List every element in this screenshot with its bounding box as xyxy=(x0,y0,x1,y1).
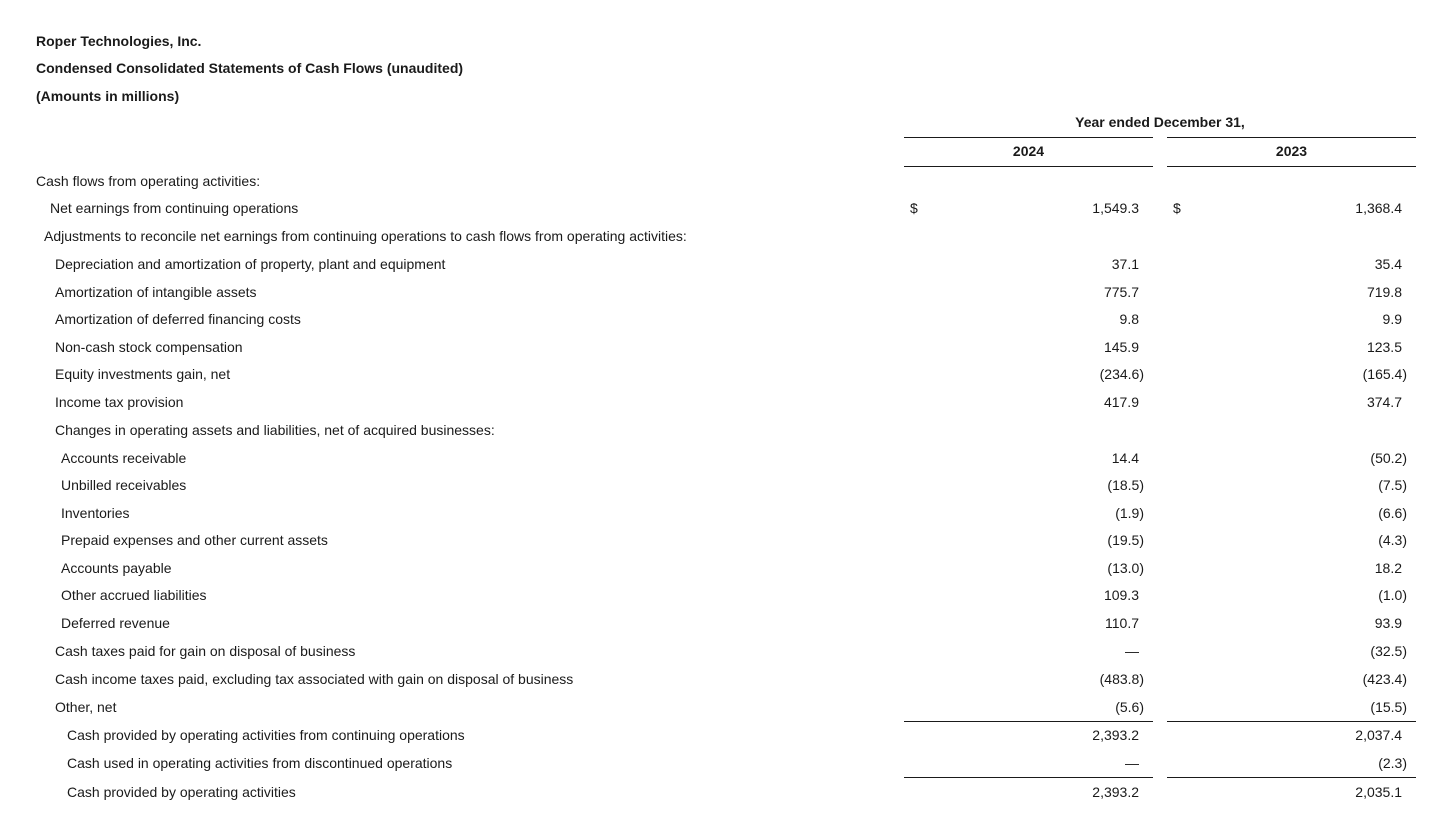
value-2024: — xyxy=(1125,755,1139,771)
row-label: Cash income taxes paid, excluding tax associated with gain on disposal of business xyxy=(55,671,574,687)
year-header-2024: 2024 xyxy=(1012,143,1045,159)
value-2023: 719.8 xyxy=(1366,284,1402,300)
table-row xyxy=(0,671,1456,691)
table-row xyxy=(0,422,1456,442)
row-label: Equity investments gain, net xyxy=(55,366,231,382)
value-2024: 110.7 xyxy=(1105,615,1139,631)
row-label: Accounts receivable xyxy=(61,450,187,466)
value-2023: 93.9 xyxy=(1374,615,1402,631)
row-label: Changes in operating assets and liabilities, net of acquired businesses: xyxy=(55,422,495,438)
value-2023: (32.5) xyxy=(1370,643,1407,659)
statement-title: Condensed Consolidated Statements of Cash Flows (unaudited) xyxy=(36,60,464,76)
row-label: Cash used in operating activities from discontinued operations xyxy=(67,755,453,771)
value-2023: (423.4) xyxy=(1362,671,1407,687)
table-row xyxy=(0,755,1456,775)
row-label: Cash flows from operating activities: xyxy=(36,173,261,189)
value-2023: (165.4) xyxy=(1362,366,1407,382)
subtotal-rule-2023 xyxy=(1167,721,1416,722)
year-header-2023: 2023 xyxy=(1275,143,1308,159)
table-row xyxy=(0,311,1456,331)
row-label: Unbilled receivables xyxy=(61,477,187,493)
table-row xyxy=(0,587,1456,607)
value-2024: (19.5) xyxy=(1107,532,1144,548)
value-2024: (1.9) xyxy=(1115,505,1144,521)
value-2024: (483.8) xyxy=(1099,671,1144,687)
period-header: Year ended December 31, xyxy=(1075,114,1245,130)
value-2024: 1,549.3 xyxy=(1092,200,1139,216)
units-note: (Amounts in millions) xyxy=(36,88,180,104)
value-2023: 374.7 xyxy=(1366,394,1402,410)
value-2023: (2.3) xyxy=(1378,755,1407,771)
year-rule-2023 xyxy=(1167,166,1416,167)
value-2024: 37.1 xyxy=(1111,256,1139,272)
value-2024: 9.8 xyxy=(1119,311,1139,327)
table-row xyxy=(0,615,1456,635)
value-2023: 123.5 xyxy=(1366,339,1402,355)
table-row xyxy=(0,560,1456,580)
value-2024: 417.9 xyxy=(1103,394,1139,410)
value-2023: (6.6) xyxy=(1378,505,1407,521)
total-rule-2024 xyxy=(904,777,1153,778)
table-row xyxy=(0,643,1456,663)
value-2024: (13.0) xyxy=(1107,560,1144,576)
subtotal-rule-2024 xyxy=(904,721,1153,722)
row-label: Cash provided by operating activities from continuing operations xyxy=(67,727,465,743)
value-2023: (1.0) xyxy=(1378,587,1407,603)
table-row xyxy=(0,284,1456,304)
table-row xyxy=(0,339,1456,359)
row-label: Inventories xyxy=(61,505,130,521)
table-row xyxy=(0,505,1456,525)
row-label: Depreciation and amortization of property, plant and equipment xyxy=(55,256,446,272)
table-row xyxy=(0,784,1456,804)
period-rule-2023 xyxy=(1167,137,1416,138)
total-rule-2023 xyxy=(1167,777,1416,778)
value-2024: 775.7 xyxy=(1103,284,1139,300)
table-row xyxy=(0,727,1456,747)
value-2024: 2,393.2 xyxy=(1092,727,1139,743)
value-2023: (15.5) xyxy=(1370,699,1407,715)
table-row xyxy=(0,256,1456,276)
row-label: Net earnings from continuing operations xyxy=(50,200,299,216)
table-row xyxy=(0,366,1456,386)
value-2023: 9.9 xyxy=(1382,311,1402,327)
table-row xyxy=(0,200,1456,220)
table-row xyxy=(0,532,1456,552)
row-label: Amortization of deferred financing costs xyxy=(55,311,301,327)
value-2023: (4.3) xyxy=(1378,532,1407,548)
row-label: Amortization of intangible assets xyxy=(55,284,257,300)
value-2023: (7.5) xyxy=(1378,477,1407,493)
value-2024: 109.3 xyxy=(1103,587,1139,603)
row-label: Other, net xyxy=(55,699,117,715)
value-2023: 2,037.4 xyxy=(1355,727,1402,743)
table-row xyxy=(0,394,1456,414)
row-label: Other accrued liabilities xyxy=(61,587,207,603)
table-row xyxy=(0,699,1456,719)
value-2024: — xyxy=(1125,643,1139,659)
row-label: Cash taxes paid for gain on disposal of business xyxy=(55,643,356,659)
value-2023: 2,035.1 xyxy=(1355,784,1402,800)
row-label: Deferred revenue xyxy=(61,615,170,631)
value-2024: (18.5) xyxy=(1107,477,1144,493)
row-label: Non-cash stock compensation xyxy=(55,339,243,355)
value-2023: 35.4 xyxy=(1374,256,1402,272)
row-label: Accounts payable xyxy=(61,560,172,576)
value-2023: 1,368.4 xyxy=(1355,200,1402,216)
value-2024: 14.4 xyxy=(1111,450,1139,466)
row-label: Prepaid expenses and other current assets xyxy=(61,532,328,548)
value-2024: (5.6) xyxy=(1115,699,1144,715)
currency-symbol: $ xyxy=(1173,200,1181,216)
value-2024: 145.9 xyxy=(1103,339,1139,355)
table-row xyxy=(0,477,1456,497)
table-row xyxy=(0,450,1456,470)
value-2024: 2,393.2 xyxy=(1092,784,1139,800)
row-label: Income tax provision xyxy=(55,394,184,410)
value-2023: (50.2) xyxy=(1370,450,1407,466)
year-rule-2024 xyxy=(904,166,1153,167)
period-rule-2024 xyxy=(904,137,1153,138)
table-row xyxy=(0,173,1456,193)
value-2023: 18.2 xyxy=(1374,560,1402,576)
row-label: Cash provided by operating activities xyxy=(67,784,296,800)
value-2024: (234.6) xyxy=(1099,366,1144,382)
company-name: Roper Technologies, Inc. xyxy=(36,33,202,49)
row-label: Adjustments to reconcile net earnings from continuing operations to cash flows from operating activities: xyxy=(44,228,687,244)
currency-symbol: $ xyxy=(910,200,918,216)
table-row xyxy=(0,228,1456,248)
